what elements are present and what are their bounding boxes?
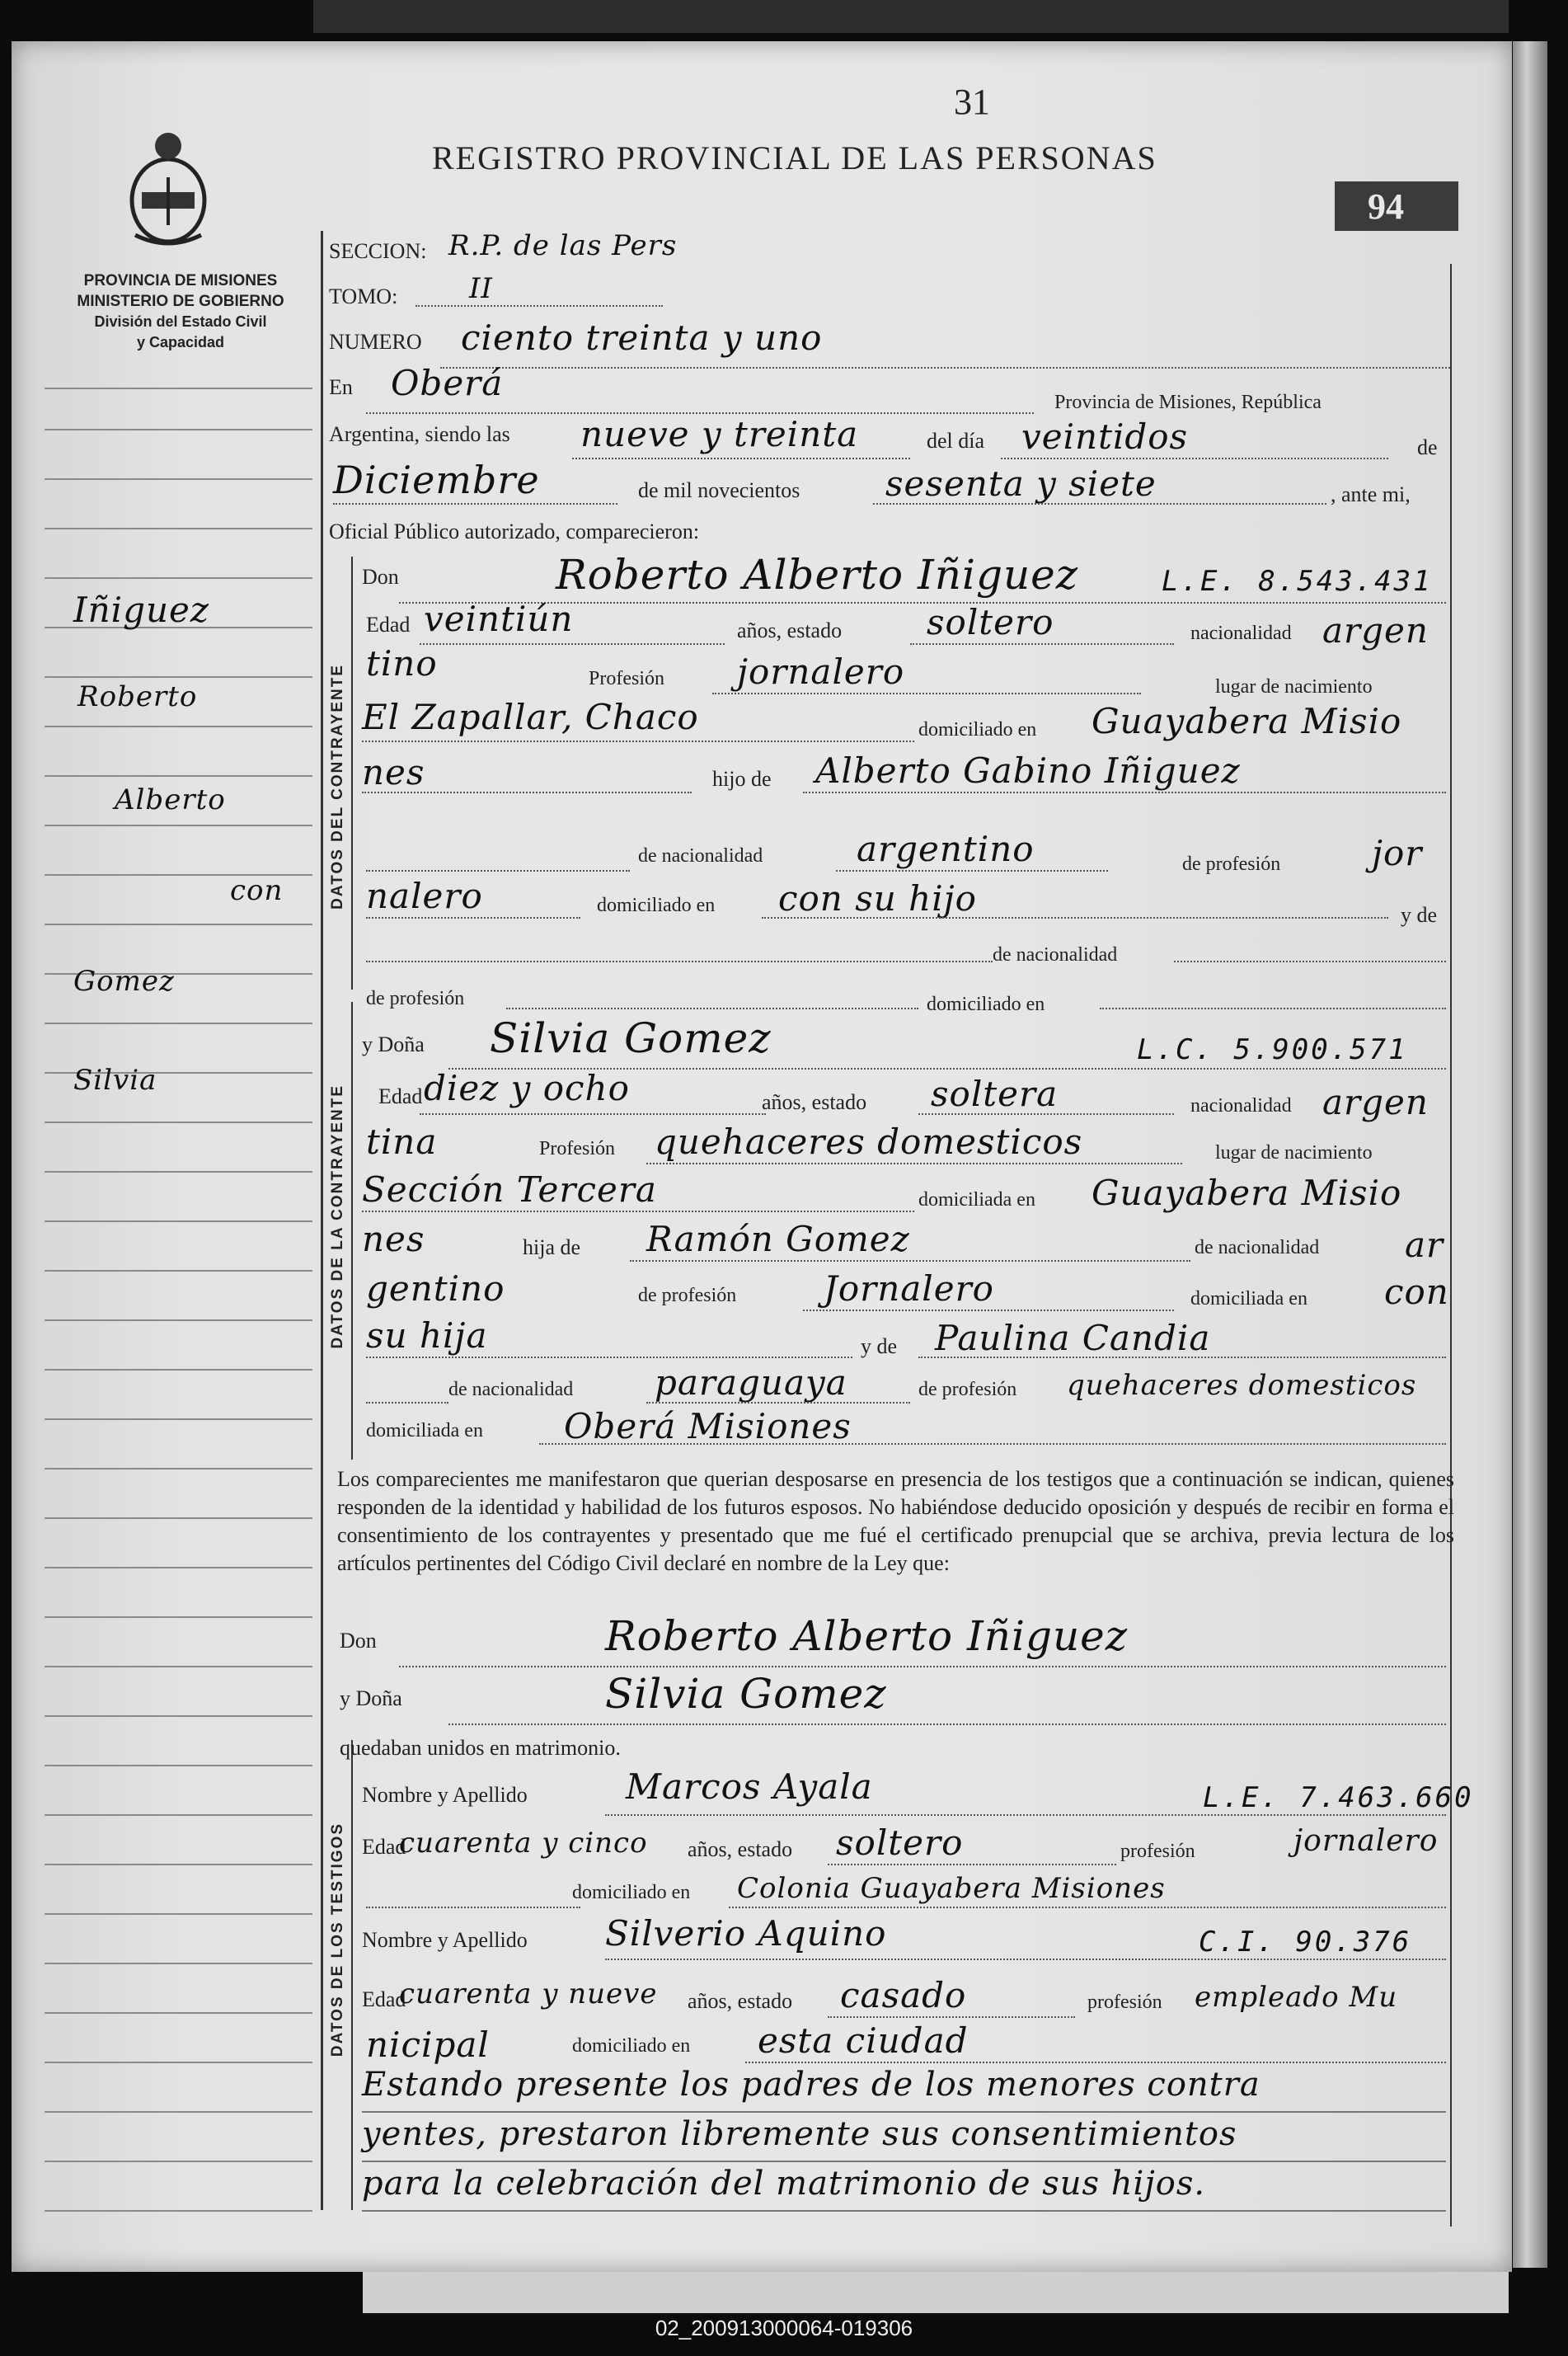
testigo2-nombre: Silverio Aquino [605, 1913, 887, 1954]
contrayenta-madre-nacionalidad: paraguaya [655, 1362, 847, 1403]
margin-line [45, 528, 312, 529]
note-line [362, 2161, 1446, 2162]
section-label-contrayenta: DATOS DE LA CONTRAYENTE [329, 1084, 346, 1349]
label-profesion-3: profesión [1120, 1841, 1195, 1862]
label-anos-estado-2: años, estado [762, 1090, 867, 1114]
testigo1-estado: soltero [836, 1822, 964, 1863]
fill-line [1100, 1008, 1446, 1009]
fill-line [362, 1211, 914, 1212]
margin-line [45, 478, 312, 480]
margin-line [45, 1517, 312, 1519]
right-border [1450, 264, 1452, 2227]
fill-line [333, 503, 617, 505]
contrayenta-profesion: quehaceres domesticos [655, 1122, 1083, 1162]
label-de-profesion-2: de profesión [366, 988, 465, 1009]
fill-line [366, 1402, 448, 1404]
margin-line [45, 1666, 312, 1667]
testigo2-profesion-a: empleado Mu [1195, 1981, 1398, 2014]
contrayente-nombre: Roberto Alberto Iñiguez [556, 551, 1079, 599]
contrayenta-domicilio-b: nes [362, 1219, 425, 1259]
fill-line [605, 1959, 1446, 1960]
label-domiciliado-3: domiciliado en [927, 994, 1045, 1015]
fill-line [362, 792, 692, 793]
contrayente-nacionalidad-b: tino [366, 643, 438, 684]
margin-line [45, 2012, 312, 2014]
label-seccion: SECCION: [329, 239, 427, 263]
margin-line [45, 1963, 312, 1964]
label-edad-3: Edad [362, 1835, 406, 1859]
file-name-caption: 02_200913000064-019306 [655, 2316, 913, 2340]
section-border [351, 1002, 353, 1460]
contrayente-padre-nacionalidad: argentino [857, 829, 1035, 869]
note-line [362, 2111, 1446, 2113]
margin-line [45, 1319, 312, 1321]
nota-linea-3: para la celebración del matrimonio de sus hijos. [362, 2165, 1206, 2203]
fill-line [366, 870, 630, 872]
testigo2-domicilio: esta ciudad [758, 2020, 969, 2061]
margin-name: con [230, 874, 284, 907]
margin-line [45, 429, 312, 430]
testigo1-nombre: Marcos Ayala [626, 1766, 873, 1807]
value-dia: veintidos [1021, 416, 1189, 457]
value-tomo: II [469, 272, 493, 305]
margin-line [45, 2062, 312, 2063]
label-domiciliada-3: domiciliada en [366, 1420, 483, 1441]
fill-line [366, 1357, 852, 1358]
fill-line [366, 961, 993, 962]
fill-line [745, 2062, 1446, 2063]
label-siendo: Argentina, siendo las [329, 422, 510, 446]
ministry-line-4: y Capacidad [136, 334, 225, 350]
fill-line [828, 2016, 1075, 2018]
contrayenta-lugar-nacimiento: Sección Tercera [362, 1169, 657, 1210]
label-anos-estado: años, estado [737, 618, 843, 642]
margin-line [45, 1122, 312, 1123]
contrayenta-documento: L.C. 5.900.571 [1137, 1033, 1408, 1066]
section-border [351, 1740, 353, 2210]
declaration-paragraph: Los comparecientes me manifestaron que querian desposarse en presencia de los testigos que a continuación se indican, quienes responden de la identidad y habilidad de los futuros esposos. No habiéndose deducido oposición y después de recibir en forma el consentimiento de los contrayentes y presentado que me fué el certificado prenupcial que se archiva, previa lectura de los artículos pertinentes del Código Civil declaré en nombre de la Ley que: [337, 1467, 1454, 1575]
declaracion-don: Roberto Alberto Iñiguez [605, 1612, 1129, 1660]
page-lower-edge [363, 2272, 1509, 2313]
contrayenta-nacionalidad-b: tina [366, 1122, 438, 1162]
testigo1-profesion: jornalero [1293, 1824, 1439, 1858]
nota-linea-2: yentes, prestaron libremente sus consentimientos [362, 2115, 1237, 2153]
margin-line [45, 1715, 312, 1717]
fill-line [918, 1113, 1174, 1115]
label-nacionalidad: nacionalidad [1190, 623, 1292, 644]
label-de-profesion-3: de profesión [638, 1285, 737, 1306]
fill-line [440, 367, 1450, 369]
label-tomo: TOMO: [329, 285, 398, 308]
margin-name: Silvia [73, 1064, 157, 1097]
margin-line [45, 676, 312, 678]
label-ante-mi: , ante mi, [1331, 482, 1411, 506]
scan-background [313, 0, 1509, 33]
margin-line [45, 1023, 312, 1024]
contrayente-domicilio-b: nes [362, 752, 425, 792]
label-mil-novecientos: de mil novecientos [638, 478, 800, 502]
fill-line [448, 1724, 1446, 1725]
margin-name: Roberto [77, 680, 198, 713]
label-nacionalidad-2: nacionalidad [1190, 1095, 1292, 1117]
testigo2-estado: casado [840, 1975, 967, 2015]
contrayenta-padre: Ramón Gomez [646, 1219, 910, 1259]
label-hijo-de: hijo de [712, 767, 772, 791]
fill-line [873, 503, 1326, 505]
margin-line [45, 726, 312, 727]
label-de: de [1417, 435, 1438, 459]
fill-line [362, 741, 914, 742]
testigo2-edad: cuarenta y nueve [399, 1977, 658, 2010]
label-domiciliado-4: domiciliado en [572, 1882, 691, 1903]
margin-line [45, 1369, 312, 1371]
label-de-nacionalidad-3: de nacionalidad [1195, 1237, 1320, 1258]
label-en: En [329, 375, 353, 399]
label-de-nacionalidad-4: de nacionalidad [448, 1379, 574, 1400]
margin-line [45, 1220, 312, 1222]
label-domiciliado-2: domiciliado en [597, 895, 716, 916]
coat-of-arms-icon [119, 128, 218, 252]
label-quedaban: quedaban unidos en matrimonio. [340, 1736, 621, 1760]
contrayenta-edad: diez y ocho [424, 1068, 630, 1108]
folio-number: 31 [954, 82, 990, 122]
margin-line [45, 1864, 312, 1865]
page-title: REGISTRO PROVINCIAL DE LAS PERSONAS [432, 139, 1157, 176]
ministry-line-3: División del Estado Civil [94, 313, 267, 330]
label-edad-4: Edad [362, 1987, 406, 2011]
contrayenta-madre-profesion: quehaceres domesticos [1067, 1369, 1417, 1402]
contrayenta-nombre: Silvia Gomez [490, 1014, 772, 1062]
label-nombre-apellido-2: Nombre y Apellido [362, 1928, 528, 1952]
fill-line [420, 643, 725, 645]
fill-line [605, 1814, 1446, 1816]
contrayente-padre: Alberto Gabino Iñiguez [815, 750, 1241, 791]
contrayenta-domicilio-a: Guayabera Misio [1091, 1173, 1402, 1213]
ministry-header [45, 270, 317, 353]
fill-line [415, 305, 663, 307]
margin-line [45, 1616, 312, 1618]
ministry-line-2: MINISTERIO DE GOBIERNO [77, 293, 284, 310]
section-label-testigos: DATOS DE LOS TESTIGOS [329, 1822, 346, 2057]
contrayenta-padre-domicilio-b: su hija [366, 1315, 488, 1356]
fill-line [366, 917, 580, 919]
label-profesion-4: profesión [1087, 1992, 1162, 2013]
contrayenta-padre-nacionalidad-b: gentino [366, 1268, 505, 1309]
header-stamp-number: 94 [1368, 186, 1404, 227]
value-numero: ciento treinta y uno [461, 317, 823, 358]
book-edge [1513, 41, 1547, 2268]
contrayenta-madre-domicilio: Oberá Misiones [564, 1406, 852, 1446]
section-border [351, 557, 353, 990]
margin-name: Gomez [73, 965, 175, 998]
testigo1-domicilio: Colonia Guayabera Misiones [737, 1872, 1166, 1905]
fill-line [539, 1443, 1446, 1445]
label-domiciliada: domiciliada en [918, 1189, 1035, 1211]
label-profesion: Profesión [589, 668, 664, 689]
fill-line [762, 917, 1388, 919]
register-page [12, 41, 1512, 2272]
fill-line [729, 1907, 1446, 1908]
contrayente-padre-domicilio: con su hijo [778, 878, 977, 919]
contrayenta-padre-nacionalidad-a: ar [1405, 1225, 1444, 1265]
margin-name: Iñiguez [73, 590, 209, 630]
margin-line [45, 1765, 312, 1766]
label-de-nacionalidad: de nacionalidad [638, 845, 763, 867]
label-anos-estado-3: años, estado [688, 1837, 793, 1861]
fill-line [1174, 961, 1446, 962]
nota-linea-1: Estando presente los padres de los menores contra [362, 2066, 1261, 2104]
fill-line [506, 1008, 918, 1009]
testigo2-profesion-b: nicipal [366, 2024, 490, 2065]
fill-line [803, 792, 1446, 793]
testigo1-edad: cuarenta y cinco [399, 1827, 648, 1860]
fill-line [572, 458, 910, 459]
margin-line [45, 1814, 312, 1816]
label-de-profesion-4: de profesión [918, 1379, 1017, 1400]
declaracion-dona: Silvia Gomez [605, 1670, 887, 1718]
label-domiciliada-2: domiciliada en [1190, 1288, 1307, 1310]
contrayenta-nacionalidad-a: argen [1322, 1082, 1429, 1122]
label-profesion-2: Profesión [539, 1138, 615, 1159]
label-numero: NUMERO [329, 330, 422, 354]
margin-name: Alberto [115, 783, 226, 816]
margin-line [45, 924, 312, 925]
label-lugar-nacimiento: lugar de nacimiento [1215, 676, 1373, 698]
fill-line [828, 1864, 1116, 1865]
margin-line [45, 2210, 312, 2212]
contrayenta-padre-domicilio-a: con [1384, 1272, 1449, 1312]
label-oficial: Oficial Público autorizado, comparecieron: [329, 520, 700, 543]
fill-line [803, 1310, 1174, 1311]
margin-line [45, 1567, 312, 1568]
fill-line [366, 1907, 580, 1908]
ministry-line-1: PROVINCIA DE MISIONES [83, 272, 278, 289]
value-seccion: R.P. de las Pers [448, 229, 678, 262]
contrayente-lugar-nacimiento: El Zapallar, Chaco [362, 697, 699, 737]
section-label-contrayente: DATOS DEL CONTRAYENTE [329, 664, 346, 910]
label-hija-de: hija de [523, 1235, 581, 1259]
label-edad: Edad [366, 613, 411, 637]
testigo1-documento: L.E. 7.463.660 [1203, 1781, 1474, 1814]
fill-line [646, 1402, 910, 1404]
contrayente-edad: veintiún [424, 599, 574, 639]
contrayente-documento: L.E. 8.543.431 [1162, 565, 1433, 598]
fill-line [1001, 458, 1388, 459]
value-anio: sesenta y siete [885, 463, 1157, 504]
contrayenta-madre: Paulina Candia [935, 1318, 1211, 1358]
margin-line [45, 388, 312, 389]
value-mes: Diciembre [333, 458, 540, 502]
value-lugar: Oberá [391, 363, 504, 403]
label-y-de-2: y de [861, 1334, 898, 1358]
label-don: Don [362, 565, 399, 589]
fill-line [836, 870, 1108, 872]
fill-line [646, 1163, 1182, 1164]
margin-line [45, 825, 312, 826]
label-domiciliado: domiciliado en [918, 719, 1037, 741]
contrayenta-padre-profesion: Jornalero [824, 1268, 994, 1309]
label-nombre-apellido-1: Nombre y Apellido [362, 1783, 528, 1807]
contrayente-padre-profesion-b: nalero [366, 876, 483, 916]
fill-line [910, 643, 1174, 645]
label-del-dia: del día [927, 429, 985, 453]
contrayenta-estado: soltera [931, 1074, 1059, 1114]
contrayente-padre-profesion-a: jor [1372, 833, 1423, 873]
margin-line [45, 1913, 312, 1915]
fill-line [712, 693, 1141, 694]
note-line [362, 2210, 1446, 2212]
margin-line [45, 2161, 312, 2162]
fill-line [399, 1666, 1446, 1667]
label-de-profesion: de profesión [1182, 854, 1281, 875]
margin-line [45, 577, 312, 579]
label-de-nacionalidad-2: de nacionalidad [993, 944, 1118, 966]
margin-divider [321, 231, 323, 2210]
contrayente-nacionalidad-a: argen [1322, 610, 1429, 651]
label-anos-estado-4: años, estado [688, 1989, 793, 2013]
fill-line [420, 1113, 766, 1115]
margin-line [45, 1270, 312, 1272]
fill-line [630, 1260, 1190, 1262]
margin-line [45, 1468, 312, 1470]
contrayente-estado: soltero [927, 602, 1054, 642]
label-edad-2: Edad [378, 1084, 423, 1108]
margin-line [45, 775, 312, 777]
fill-line [918, 1357, 1446, 1358]
margin-line [45, 1171, 312, 1173]
label-don-2: Don [340, 1629, 377, 1653]
label-y-dona-2: y Doña [340, 1686, 402, 1710]
label-provincia: Provincia de Misiones, República [1054, 392, 1322, 413]
label-y-de: y de [1401, 903, 1438, 927]
value-hora: nueve y treinta [580, 414, 859, 454]
label-domiciliado-5: domiciliado en [572, 2035, 691, 2057]
contrayente-domicilio-a: Guayabera Misio [1091, 701, 1402, 741]
label-y-dona: y Doña [362, 1032, 425, 1056]
contrayente-profesion: jornalero [737, 651, 905, 692]
label-lugar-nacimiento-2: lugar de nacimiento [1215, 1142, 1373, 1164]
margin-line [45, 2111, 312, 2113]
margin-line [45, 1418, 312, 1420]
testigo2-documento: C.I. 90.376 [1199, 1926, 1412, 1959]
